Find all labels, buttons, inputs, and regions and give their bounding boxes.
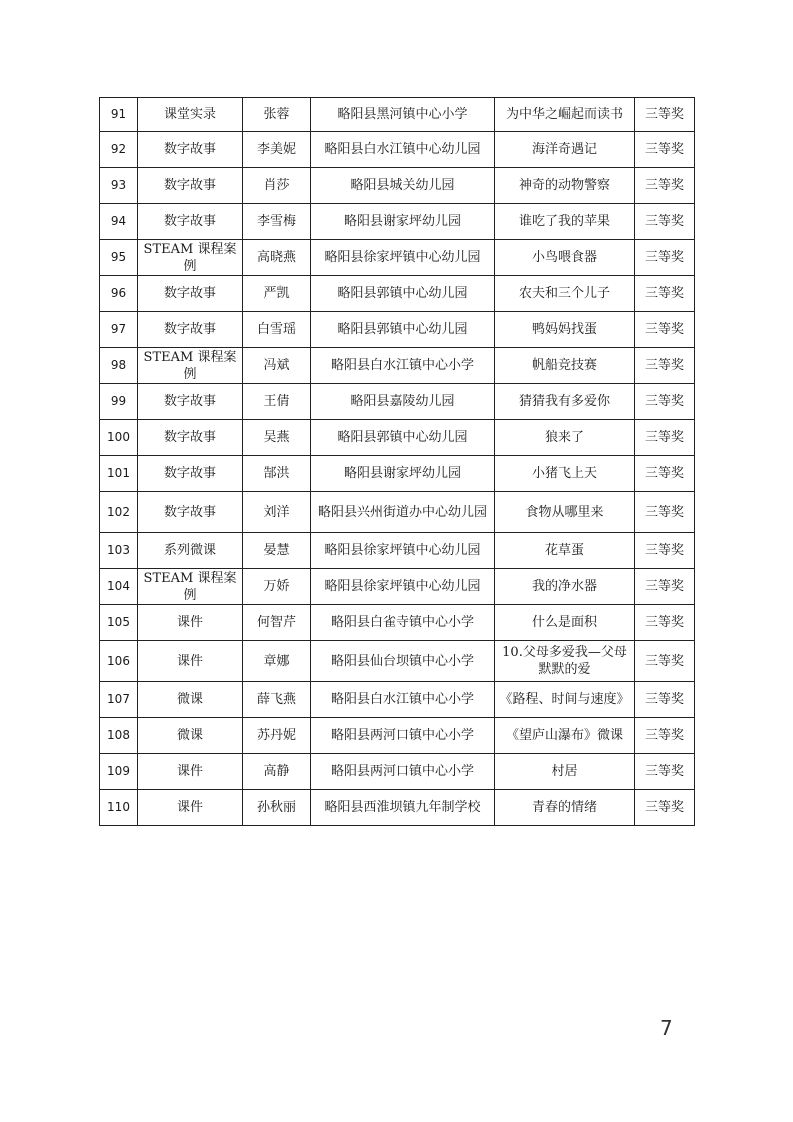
cell-title: 10.父母多爱我—父母默默的爱	[495, 641, 635, 682]
cell-award: 三等奖	[635, 456, 695, 492]
cell-number: 104	[100, 569, 138, 605]
page-number: 7	[660, 1016, 673, 1040]
table-row	[100, 420, 695, 456]
cell-school: 略阳县郭镇中心幼儿园	[311, 420, 495, 456]
cell-award: 三等奖	[635, 641, 695, 682]
cell-category: 课堂实录	[138, 98, 243, 132]
cell-number: 97	[100, 312, 138, 348]
cell-title: 花草蛋	[495, 533, 635, 569]
cell-award: 三等奖	[635, 533, 695, 569]
cell-award: 三等奖	[635, 98, 695, 132]
cell-school: 略阳县两河口镇中心小学	[311, 754, 495, 790]
cell-author: 严凯	[243, 276, 311, 312]
cell-author: 白雪瑶	[243, 312, 311, 348]
cell-school: 略阳县徐家坪镇中心幼儿园	[311, 569, 495, 605]
cell-title: 我的净水器	[495, 569, 635, 605]
cell-category: 数字故事	[138, 168, 243, 204]
cell-category: 课件	[138, 605, 243, 641]
cell-category: 微课	[138, 682, 243, 718]
cell-category: 数字故事	[138, 204, 243, 240]
table-row	[100, 718, 695, 754]
cell-school: 略阳县嘉陵幼儿园	[311, 384, 495, 420]
cell-category: 课件	[138, 790, 243, 826]
cell-category: STEAM 课程案例	[138, 240, 243, 276]
cell-school: 略阳县白雀寺镇中心小学	[311, 605, 495, 641]
cell-author: 高晓燕	[243, 240, 311, 276]
cell-title: 为中华之崛起而读书	[495, 98, 635, 132]
cell-number: 106	[100, 641, 138, 682]
cell-title: 猜猜我有多爱你	[495, 384, 635, 420]
cell-title: 青春的情绪	[495, 790, 635, 826]
cell-title: 食物从哪里来	[495, 492, 635, 533]
cell-school: 略阳县徐家坪镇中心幼儿园	[311, 533, 495, 569]
cell-number: 105	[100, 605, 138, 641]
table-row	[100, 533, 695, 569]
cell-number: 95	[100, 240, 138, 276]
table-row	[100, 204, 695, 240]
cell-award: 三等奖	[635, 420, 695, 456]
cell-category: 数字故事	[138, 492, 243, 533]
cell-category: 课件	[138, 754, 243, 790]
cell-school: 略阳县仙台坝镇中心小学	[311, 641, 495, 682]
cell-category: 数字故事	[138, 384, 243, 420]
cell-number: 109	[100, 754, 138, 790]
awards-table-body	[100, 98, 695, 826]
cell-category: 数字故事	[138, 132, 243, 168]
cell-number: 107	[100, 682, 138, 718]
cell-author: 高静	[243, 754, 311, 790]
cell-number: 101	[100, 456, 138, 492]
cell-author: 刘洋	[243, 492, 311, 533]
cell-title: 帆船竞技赛	[495, 348, 635, 384]
table-row	[100, 132, 695, 168]
cell-school: 略阳县兴州街道办中心幼儿园	[311, 492, 495, 533]
cell-title: 小猪飞上天	[495, 456, 635, 492]
cell-school: 略阳县城关幼儿园	[311, 168, 495, 204]
cell-award: 三等奖	[635, 790, 695, 826]
cell-author: 万娇	[243, 569, 311, 605]
cell-award: 三等奖	[635, 492, 695, 533]
table-row	[100, 348, 695, 384]
table-row	[100, 641, 695, 682]
cell-category: 微课	[138, 718, 243, 754]
cell-number: 94	[100, 204, 138, 240]
table-row	[100, 790, 695, 826]
cell-school: 略阳县两河口镇中心小学	[311, 718, 495, 754]
cell-school: 略阳县白水江镇中心小学	[311, 348, 495, 384]
cell-award: 三等奖	[635, 204, 695, 240]
cell-category: 系列微课	[138, 533, 243, 569]
cell-title: 农夫和三个儿子	[495, 276, 635, 312]
cell-title: 海洋奇遇记	[495, 132, 635, 168]
cell-category: 数字故事	[138, 456, 243, 492]
cell-award: 三等奖	[635, 754, 695, 790]
cell-title: 什么是面积	[495, 605, 635, 641]
cell-author: 张蓉	[243, 98, 311, 132]
table-row	[100, 605, 695, 641]
cell-author: 孙秋丽	[243, 790, 311, 826]
cell-school: 略阳县西淮坝镇九年制学校	[311, 790, 495, 826]
cell-number: 93	[100, 168, 138, 204]
cell-title: 神奇的动物警察	[495, 168, 635, 204]
cell-number: 108	[100, 718, 138, 754]
table-row	[100, 240, 695, 276]
cell-school: 略阳县徐家坪镇中心幼儿园	[311, 240, 495, 276]
cell-category: 数字故事	[138, 276, 243, 312]
cell-category: STEAM 课程案例	[138, 348, 243, 384]
cell-number: 103	[100, 533, 138, 569]
cell-author: 王倩	[243, 384, 311, 420]
cell-title: 《路程、时间与速度》	[495, 682, 635, 718]
cell-number: 102	[100, 492, 138, 533]
table-row	[100, 569, 695, 605]
cell-title: 村居	[495, 754, 635, 790]
table-row	[100, 682, 695, 718]
table-row	[100, 276, 695, 312]
cell-category: STEAM 课程案例	[138, 569, 243, 605]
cell-title: 谁吃了我的苹果	[495, 204, 635, 240]
cell-number: 110	[100, 790, 138, 826]
table-row	[100, 98, 695, 132]
cell-author: 苏丹妮	[243, 718, 311, 754]
cell-title: 鸭妈妈找蛋	[495, 312, 635, 348]
cell-category: 课件	[138, 641, 243, 682]
cell-school: 略阳县黑河镇中心小学	[311, 98, 495, 132]
cell-category: 数字故事	[138, 312, 243, 348]
cell-number: 92	[100, 132, 138, 168]
cell-category: 数字故事	[138, 420, 243, 456]
cell-number: 100	[100, 420, 138, 456]
cell-award: 三等奖	[635, 682, 695, 718]
cell-title: 《望庐山瀑布》微课	[495, 718, 635, 754]
cell-award: 三等奖	[635, 276, 695, 312]
cell-number: 99	[100, 384, 138, 420]
cell-author: 李美妮	[243, 132, 311, 168]
cell-school: 略阳县郭镇中心幼儿园	[311, 276, 495, 312]
cell-author: 吴燕	[243, 420, 311, 456]
table-row	[100, 456, 695, 492]
cell-author: 冯斌	[243, 348, 311, 384]
cell-author: 晏慧	[243, 533, 311, 569]
cell-award: 三等奖	[635, 718, 695, 754]
cell-award: 三等奖	[635, 312, 695, 348]
cell-school: 略阳县白水江镇中心小学	[311, 682, 495, 718]
cell-author: 何智芹	[243, 605, 311, 641]
cell-author: 肖莎	[243, 168, 311, 204]
cell-award: 三等奖	[635, 240, 695, 276]
cell-author: 薛飞燕	[243, 682, 311, 718]
cell-number: 91	[100, 98, 138, 132]
cell-school: 略阳县谢家坪幼儿园	[311, 456, 495, 492]
table-row	[100, 168, 695, 204]
awards-table	[99, 97, 695, 826]
cell-author: 郜洪	[243, 456, 311, 492]
cell-title: 狼来了	[495, 420, 635, 456]
cell-school: 略阳县郭镇中心幼儿园	[311, 312, 495, 348]
cell-award: 三等奖	[635, 348, 695, 384]
cell-school: 略阳县谢家坪幼儿园	[311, 204, 495, 240]
table-row	[100, 384, 695, 420]
cell-award: 三等奖	[635, 132, 695, 168]
cell-author: 李雪梅	[243, 204, 311, 240]
cell-award: 三等奖	[635, 168, 695, 204]
cell-school: 略阳县白水江镇中心幼儿园	[311, 132, 495, 168]
cell-award: 三等奖	[635, 569, 695, 605]
cell-title: 小鸟喂食器	[495, 240, 635, 276]
table-row	[100, 312, 695, 348]
cell-number: 98	[100, 348, 138, 384]
cell-award: 三等奖	[635, 605, 695, 641]
table-row	[100, 754, 695, 790]
cell-award: 三等奖	[635, 384, 695, 420]
table-row	[100, 492, 695, 533]
cell-author: 章娜	[243, 641, 311, 682]
cell-number: 96	[100, 276, 138, 312]
